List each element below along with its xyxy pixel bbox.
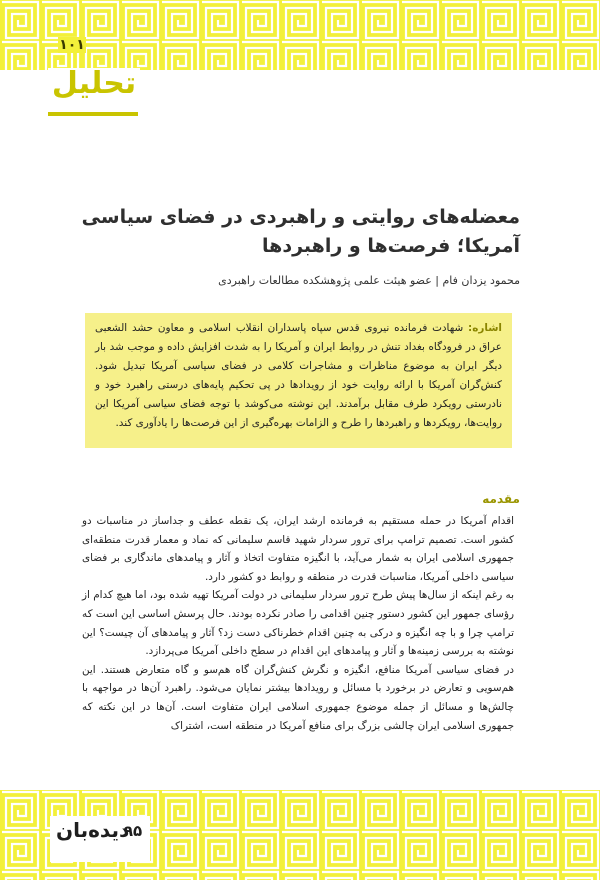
article-author: محمود یزدان فام | عضو هیئت علمی پژوهشکده مطالعات راهبردی — [218, 274, 520, 287]
section-title: تحلیل — [51, 66, 137, 101]
abstract-label: اشاره: — [468, 322, 502, 334]
page-number-bottom: ۹۵ — [123, 822, 143, 840]
body-paragraph-3: در فضای سیاسی آمریکا منافع، انگیزه و نگرش کنش‌گران گاه هم‌سو و گاه متعارض هستند. این هم‌سویی و تعارض در برخورد با مسائل و رویدادها بیشتر نمایان می‌شود. راهبرد آن‌ها در مواجهه با چالش‌ها و مسائل از جمله موضوع جمهوری اسلامی ایران متفاوت است. آن‌ها در این نکته که جمهوری اسلامی ایران چالشی بزرگ برای منافع آمریکا در منطقه است، اشتراک — [82, 663, 514, 732]
magazine-name: دیده‌بان — [56, 818, 130, 842]
section-underline — [48, 112, 138, 116]
top-decorative-border — [0, 0, 600, 70]
body-paragraph-1: اقدام آمریکا در حمله مستقیم به فرمانده ارشد ایران، یک نقطه عطف و جداساز در مناسبات دو کشور است. تصمیم ترامپ برای ترور سردار شهید قاسم سلیمانی که نماد و معمار قدرت منطقه‌ای جمهوری اسلامی ایران به شمار می‌آید، با انگیزه متفاوت اتخاذ و آثار و پیامدهای ماندگاری بر فضای سیاسی داخلی آمریکا، مناسبات قدرت در منطقه و روابط دو کشور دارد. — [82, 515, 514, 583]
body-text — [82, 512, 514, 735]
maze-pattern-top — [0, 0, 600, 70]
abstract-text: شهادت فرمانده نیروی قدس سپاه پاسداران انقلاب اسلامی و معاون حشد الشعبی عراق در فرودگاه بغداد تنش در روابط ایران و آمریکا را به شدت افزایش داده و موجب شد بار دیگر ایران به موضوع مناظرات و مشاجرات کلامی در فضای سیاسی آمریکا تبدیل شود. کنش‌گران آمریکا با ارائه روایت خود از رویدادها در پی تحکیم پایه‌های درستی راهبرد خود و نادرستی رویکرد طرف مقابل برآمدند. این نوشته می‌کوشد با توجه فضای سیاسی آمریکا این روایت‌ها، رویکردها و راهبردها را طرح و الزامات بهره‌گیری از این فرصت‌ها را یادآوری کند. — [95, 322, 502, 429]
article-title: معضله‌های روایتی و راهبردی در فضای سیاسی آمریکا؛ فرصت‌ها و راهبردها — [81, 206, 520, 257]
intro-heading: مقدمه — [482, 492, 520, 506]
abstract-box — [85, 313, 512, 448]
body-paragraph-2: به رغم اینکه از سال‌ها پیش طرح ترور سردار سلیمانی در دولت آمریکا تهیه شده بود، اما هیچ کدام از رؤسای جمهور این کشور دستور چنین اقدامی را صادر نکرده بودند. حال پرسش اساسی این است که ترامپ چرا و با چه انگیزه و درکی به چنین اقدام خطرناکی دست زد؟ آثار و پیامدهای آن چیست؟ این نوشته به بررسی زمینه‌ها و آثار و پیامدهای این اقدام در سطح داخلی آمریکا می‌پردازد. — [82, 589, 514, 658]
page-number-top: ۱۰۱ — [59, 37, 85, 53]
